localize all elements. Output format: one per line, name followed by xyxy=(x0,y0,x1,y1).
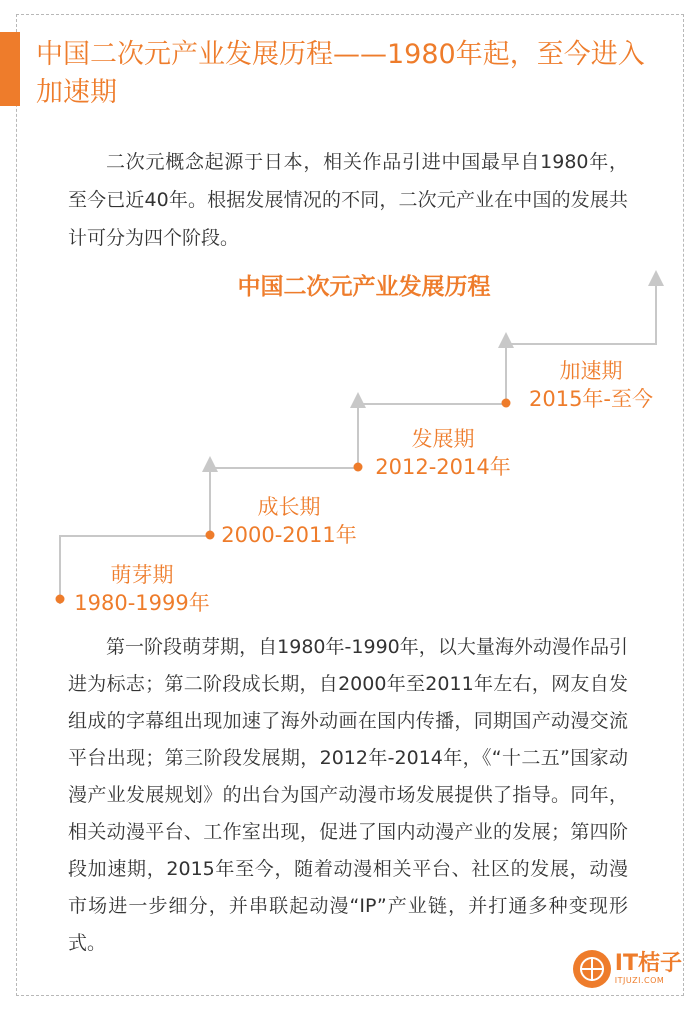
stage-name: 萌芽期 xyxy=(110,563,174,587)
logo-url: ITJUZI.COM xyxy=(614,976,665,985)
stage-years: 1980-1999年 xyxy=(74,591,210,615)
stage-4 xyxy=(516,357,666,413)
stage-dot-1 xyxy=(56,595,65,604)
itjuzi-logo xyxy=(573,950,682,988)
stairs-line xyxy=(60,282,656,604)
logo-name: IT桔子 xyxy=(614,951,682,976)
stage-1 xyxy=(66,561,218,617)
stage-years: 2012-2014年 xyxy=(375,455,511,479)
chart-title: 中国二次元产业发展历程 xyxy=(237,274,491,300)
intro-paragraph: 二次元概念起源于日本，相关作品引进中国最早自1980年，至今已近40年。根据发展情况的不同，二次元产业在中国的发展共计可分为四个阶段。 xyxy=(68,151,628,249)
body-paragraph: 第一阶段萌芽期，自1980年-1990年，以大量海外动漫作品引进为标志；第二阶段成长期，自2000年至2011年左右，网友自发组成的字幕组出现加速了海外动画在国内传播，同期国产动漫交流平台出现；第三阶段发展期，2012年-2014年，《“十二五”国家动漫产业发展规划》的出台为国产动漫市场发展提供了指导。同年，相关动漫平台、工作室出现，促进了国内动漫产业的发展；第四阶段加速期，2015年至今，随着动漫相关平台、社区的发展，动漫市场进一步细分，并串联起动漫“IP”产业链，并打通多种变现形式。 xyxy=(68,636,628,954)
stage-2 xyxy=(214,493,364,549)
page-title: 中国二次元产业发展历程——1980年起，至今进入加速期 xyxy=(36,39,645,108)
orange-slice-icon xyxy=(573,950,611,988)
stage-dot-4 xyxy=(502,399,511,408)
stage-dot-3 xyxy=(354,463,363,472)
stage-name: 成长期 xyxy=(257,495,321,519)
stage-name: 发展期 xyxy=(411,427,475,451)
stage-name: 加速期 xyxy=(559,359,623,383)
stage-years: 2000-2011年 xyxy=(221,523,357,547)
stage-years: 2015年-至今 xyxy=(528,387,654,411)
stage-3 xyxy=(366,425,520,481)
